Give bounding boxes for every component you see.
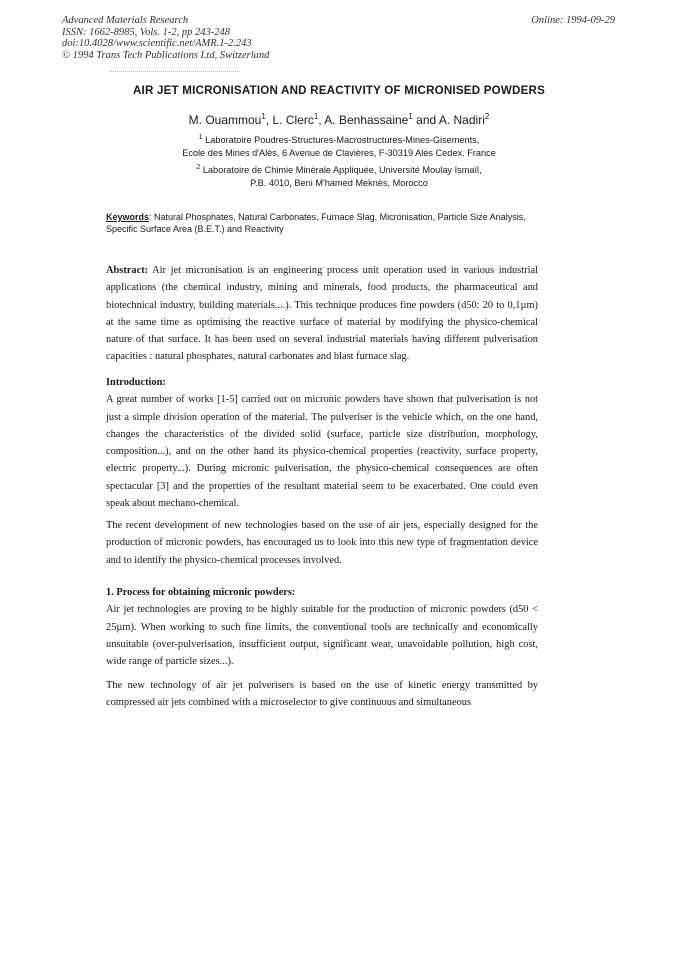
journal-name: Advanced Materials Research [62, 15, 189, 26]
keywords-label: Keywords [106, 212, 150, 222]
section-1 [106, 584, 538, 670]
section-1-heading: 1. Process for obtaining micronic powders: [106, 587, 296, 598]
author-separator: and [412, 113, 439, 127]
author-list [60, 112, 618, 127]
affiliation-2 [60, 161, 618, 190]
section-1-paragraph: Air jet technologies are proving to be highly suitable for the production of micronic powders (d50 < 25µm). When working to such fine limits, the conventional tools are technically and economically unsuitable (over-pulverisation, insufficient output, significant wear, unavoidable pollution, high cost, wide range of particle sizes...). [106, 604, 538, 668]
introduction-paragraph: A great number of works [1-5] carried out on micronic powders have shown that pulverisation is not just a simple division operation of the material. The pulveriser is the vehicle which, on the one hand, changes the characteristics of the divided solid (surface, particle size distribution, morphology, composition...), and on the other hand its physico-chemical properties (reactivity, surface property, electric property...). During micronic pulverisation, the physico-chemical consequences are often spectacular [3] and the properties of the resultant material seem to be exacerbated. One could even speak about mechano-chemical. [106, 394, 538, 510]
abstract-label: Abstract: [106, 265, 149, 276]
author-affiliation-mark: 2 [484, 112, 490, 121]
author-name: A. Nadiri [438, 113, 485, 127]
online-date: Online: 1994-09-29 [531, 15, 615, 26]
header-rule [110, 71, 240, 72]
keywords [106, 211, 536, 235]
introduction-paragraph-2: The recent development of new technologies based on the use of air jets, especially designed for the production of micronic powders, has encouraged us to look into this new type of fragmentation device and to identify the physico-chemical processes involved. [106, 520, 538, 566]
issn-line: ISSN: 1662-8985, Vols. 1-2, pp 243-248 [62, 26, 230, 38]
doi-line: doi:10.4028/www.scientific.net/AMR.1-2.243 [62, 38, 252, 49]
paper-title: AIR JET MICRONISATION AND REACTIVITY OF MICRONISED POWDERS [132, 84, 546, 97]
affiliation-text: Laboratoire de Chimie Minérale Appliquée, Université Moulay Ismaïl, [202, 165, 482, 176]
author-affiliation-mark: 1 [408, 112, 413, 121]
author-name: L. Clerc [272, 113, 314, 127]
section-1-paragraph-2: The new technology of air jet pulverisers is based on the use of kinetic energy transmitted by compressed air jets combined with a microselector to give continuous and simultaneous [106, 680, 538, 709]
introduction-heading: Introduction: [106, 377, 166, 388]
keywords-text: : Natural Phosphates, Natural Carbonates, Furnace Slag, Micronisation, Particle Size Analysis, Specific Surface Area (B.E.T.) and Reactivity [106, 212, 526, 234]
author-name: A. Benhassaine [324, 113, 409, 127]
affiliation-line [60, 131, 618, 147]
journal-header [62, 15, 269, 61]
affiliation-line: P.B. 4010, Beni M'hamed Meknès, Morocco [250, 178, 428, 189]
affiliation-line [60, 161, 618, 177]
author-affiliation-mark: 1 [261, 112, 266, 121]
introduction-section [106, 374, 538, 512]
author-separator: , [265, 113, 273, 127]
affiliation-number: 1 [198, 134, 203, 141]
affiliation-text: Laboratoire Poudres-Structures-Macrostructures-Mines-Gisements, [205, 135, 480, 146]
abstract [106, 262, 538, 366]
author-affiliation-mark: 1 [313, 112, 319, 121]
affiliation-line: Ecole des Mines d'Alès, 6 Avenue de Clavières, F-30319 Alès Cedex. France [182, 148, 496, 159]
author-separator: , [318, 113, 325, 127]
author-name: M. Ouammou [188, 113, 262, 127]
affiliation-number: 2 [196, 164, 201, 171]
abstract-text: Air jet micronisation is an engineering process unit operation used in various industrial applications (the chemical industry, mining and minerals, food products, the pharmaceutical and biotechnical industry, building materials....). This technique produces fine powders (d50: 20 to 0,1µm) at the same time as optimising the reactive surface of material by modifying the physico-chemical nature of that surface. It has been used on several industrial materials having different pulverisation capacities : natural phosphates, natural carbonates and blast furnace slag. [106, 265, 538, 363]
affiliation-1 [60, 131, 618, 160]
copyright-line: © 1994 Trans Tech Publications Ltd, Switzerland [62, 49, 270, 61]
